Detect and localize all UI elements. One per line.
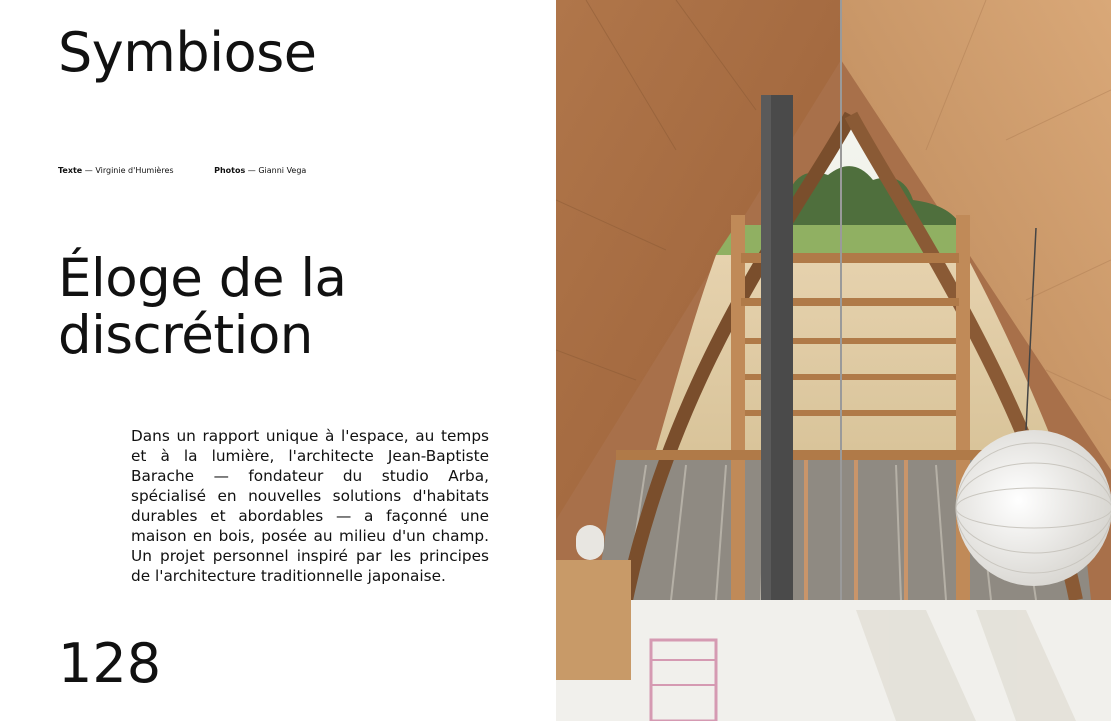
credit-photos (214, 166, 306, 175)
credit-photos-separator: — (245, 166, 259, 175)
credits (58, 166, 306, 175)
credit-photos-label: Photos (214, 166, 246, 175)
intro-paragraph: Dans un rapport unique à l'espace, au temps et à la lumière, l'architecte Jean-Baptiste Barache — fondateur du studio Arba, spécialisé en nouvelles solutions d'habitats durables et abordables — a façonné une maison en bois, posée au milieu d'un champ. Un projet personnel inspiré par les principes de l'architecture traditionnelle japonaise. (131, 427, 489, 586)
interior-photo-illustration (556, 0, 1111, 721)
interior-photo (556, 0, 1111, 721)
credit-text-label: Texte (58, 166, 83, 175)
credit-photos-author: Gianni Vega (258, 166, 307, 175)
page-number: 128 (58, 632, 162, 695)
credit-text-separator: — (82, 166, 96, 175)
headline-line-1: Éloge de la (58, 248, 347, 309)
section-title: Symbiose (58, 21, 317, 84)
headline (58, 248, 478, 367)
credit-text-author: Virginie d'Humières (95, 166, 174, 175)
headline-line-2: discrétion (58, 305, 313, 367)
credit-text (58, 166, 174, 175)
